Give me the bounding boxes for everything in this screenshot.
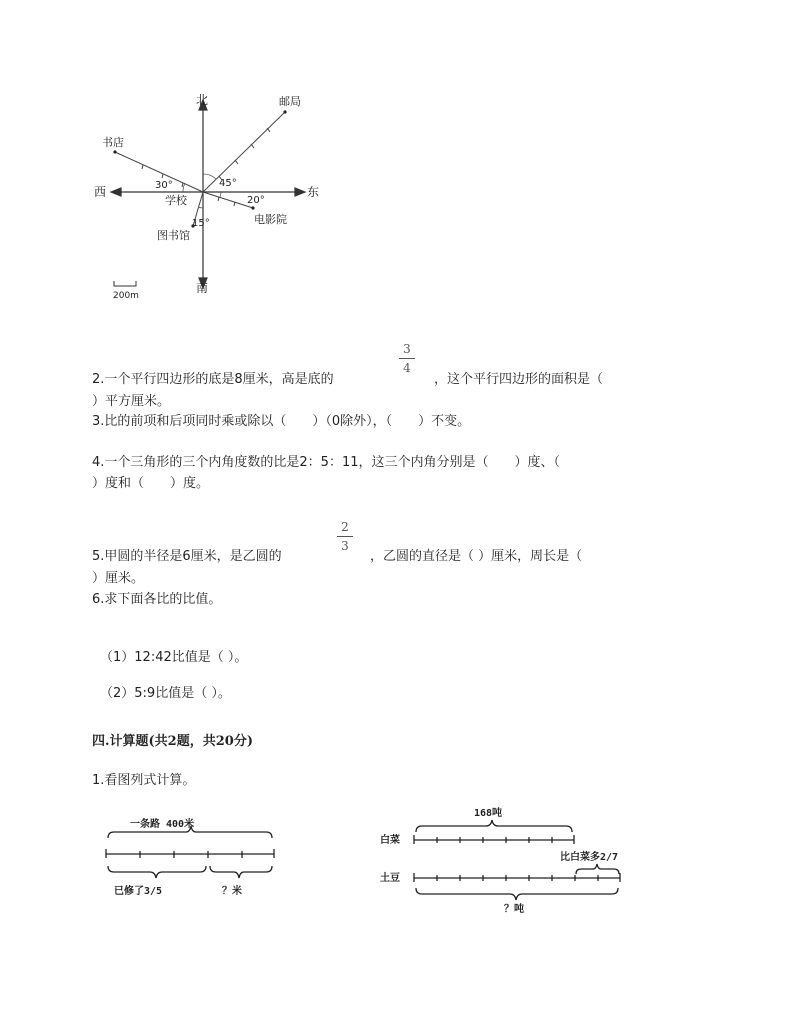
south-label: 南 (196, 281, 209, 295)
q5-line2: ）厘米。 (92, 571, 145, 586)
cinema-point (251, 206, 254, 209)
done-brace (108, 866, 206, 878)
post-office-label: 邮局 (279, 95, 301, 108)
potato-unknown-label: ？吨 (504, 904, 524, 915)
angle-30-label: 30° (155, 180, 173, 191)
extra-brace (576, 864, 619, 874)
q2-fraction-numerator: 3 (403, 342, 411, 356)
q3-text: 3.比的前项和后项同时乘或除以（ ）（0除外），（ ）不变。 (92, 414, 471, 429)
angle-45-label: 45° (219, 178, 237, 189)
scale-bar (114, 281, 136, 286)
cabbage-potato-diagram (376, 802, 636, 917)
q5-line1-cont: ，乙圆的直径是（ ）厘米，周长是（ (370, 549, 583, 564)
section4-q1: 1.看图列式计算。 (92, 773, 196, 788)
cabbage-label: 白菜 (380, 835, 400, 846)
q6-item-1: （1）12:42比值是（ ）。 (100, 650, 248, 665)
extra-label: 比白菜多2/7 (560, 852, 619, 863)
school-label: 学校 (165, 194, 187, 207)
scale-label: 200m (113, 291, 139, 301)
q5-fraction-numerator: 2 (341, 520, 349, 534)
post-office-ray (203, 112, 285, 192)
road-total-label: 一条路 400米 (130, 819, 195, 830)
q5-line1-text: 5.甲圆的半径是6厘米，是乙圆的 (92, 549, 282, 564)
rest-brace (210, 866, 272, 878)
q5-fraction (337, 520, 353, 553)
library-label: 图书馆 (157, 229, 190, 242)
q2-line1-cont: ，这个平行四边形的面积是（ (434, 372, 604, 387)
q2-line1-text: 2.一个平行四边形的底是8厘米，高是底的 (92, 372, 334, 387)
cabbage-total-label: 168吨 (474, 808, 503, 819)
q4-line1: 4.一个三角形的三个内角度数的比是2：5：11，这三个内角分别是（ ）度、（ (92, 455, 560, 470)
potato-brace (416, 888, 618, 900)
q2-fraction-denominator: 4 (403, 361, 411, 375)
q4-line2: ）度和（ ）度。 (92, 476, 210, 491)
east-arrow (295, 188, 305, 196)
cinema-ray (203, 192, 253, 208)
q2-fraction (399, 342, 415, 375)
north-label: 北 (196, 93, 209, 107)
q6-text: 6.求下面各比的比值。 (92, 592, 222, 607)
q6-item-2: （2）5:9比值是（ ）。 (100, 686, 231, 701)
post-office-point (283, 110, 286, 113)
bookstore-label: 书店 (102, 136, 124, 149)
angle-20-label: 20° (247, 195, 265, 206)
road-diagram (100, 812, 285, 902)
cinema-label: 电影院 (254, 213, 287, 226)
bookstore-point (113, 150, 116, 153)
west-label: 西 (94, 185, 107, 199)
potato-label: 土豆 (380, 873, 400, 884)
west-arrow (111, 188, 121, 196)
angle-15-label: 15° (192, 218, 210, 229)
road-rest-label: ？米 (222, 886, 242, 897)
cabbage-brace (416, 820, 572, 832)
east-label: 东 (307, 185, 320, 199)
section4-heading: 四.计算题(共2题，共20分) (92, 734, 253, 749)
q5-fraction-denominator: 3 (341, 539, 349, 553)
direction-map (85, 90, 325, 310)
road-done-label: 已修了3/5 (114, 886, 163, 897)
q2-line2: ）平方厘米。 (92, 394, 171, 409)
